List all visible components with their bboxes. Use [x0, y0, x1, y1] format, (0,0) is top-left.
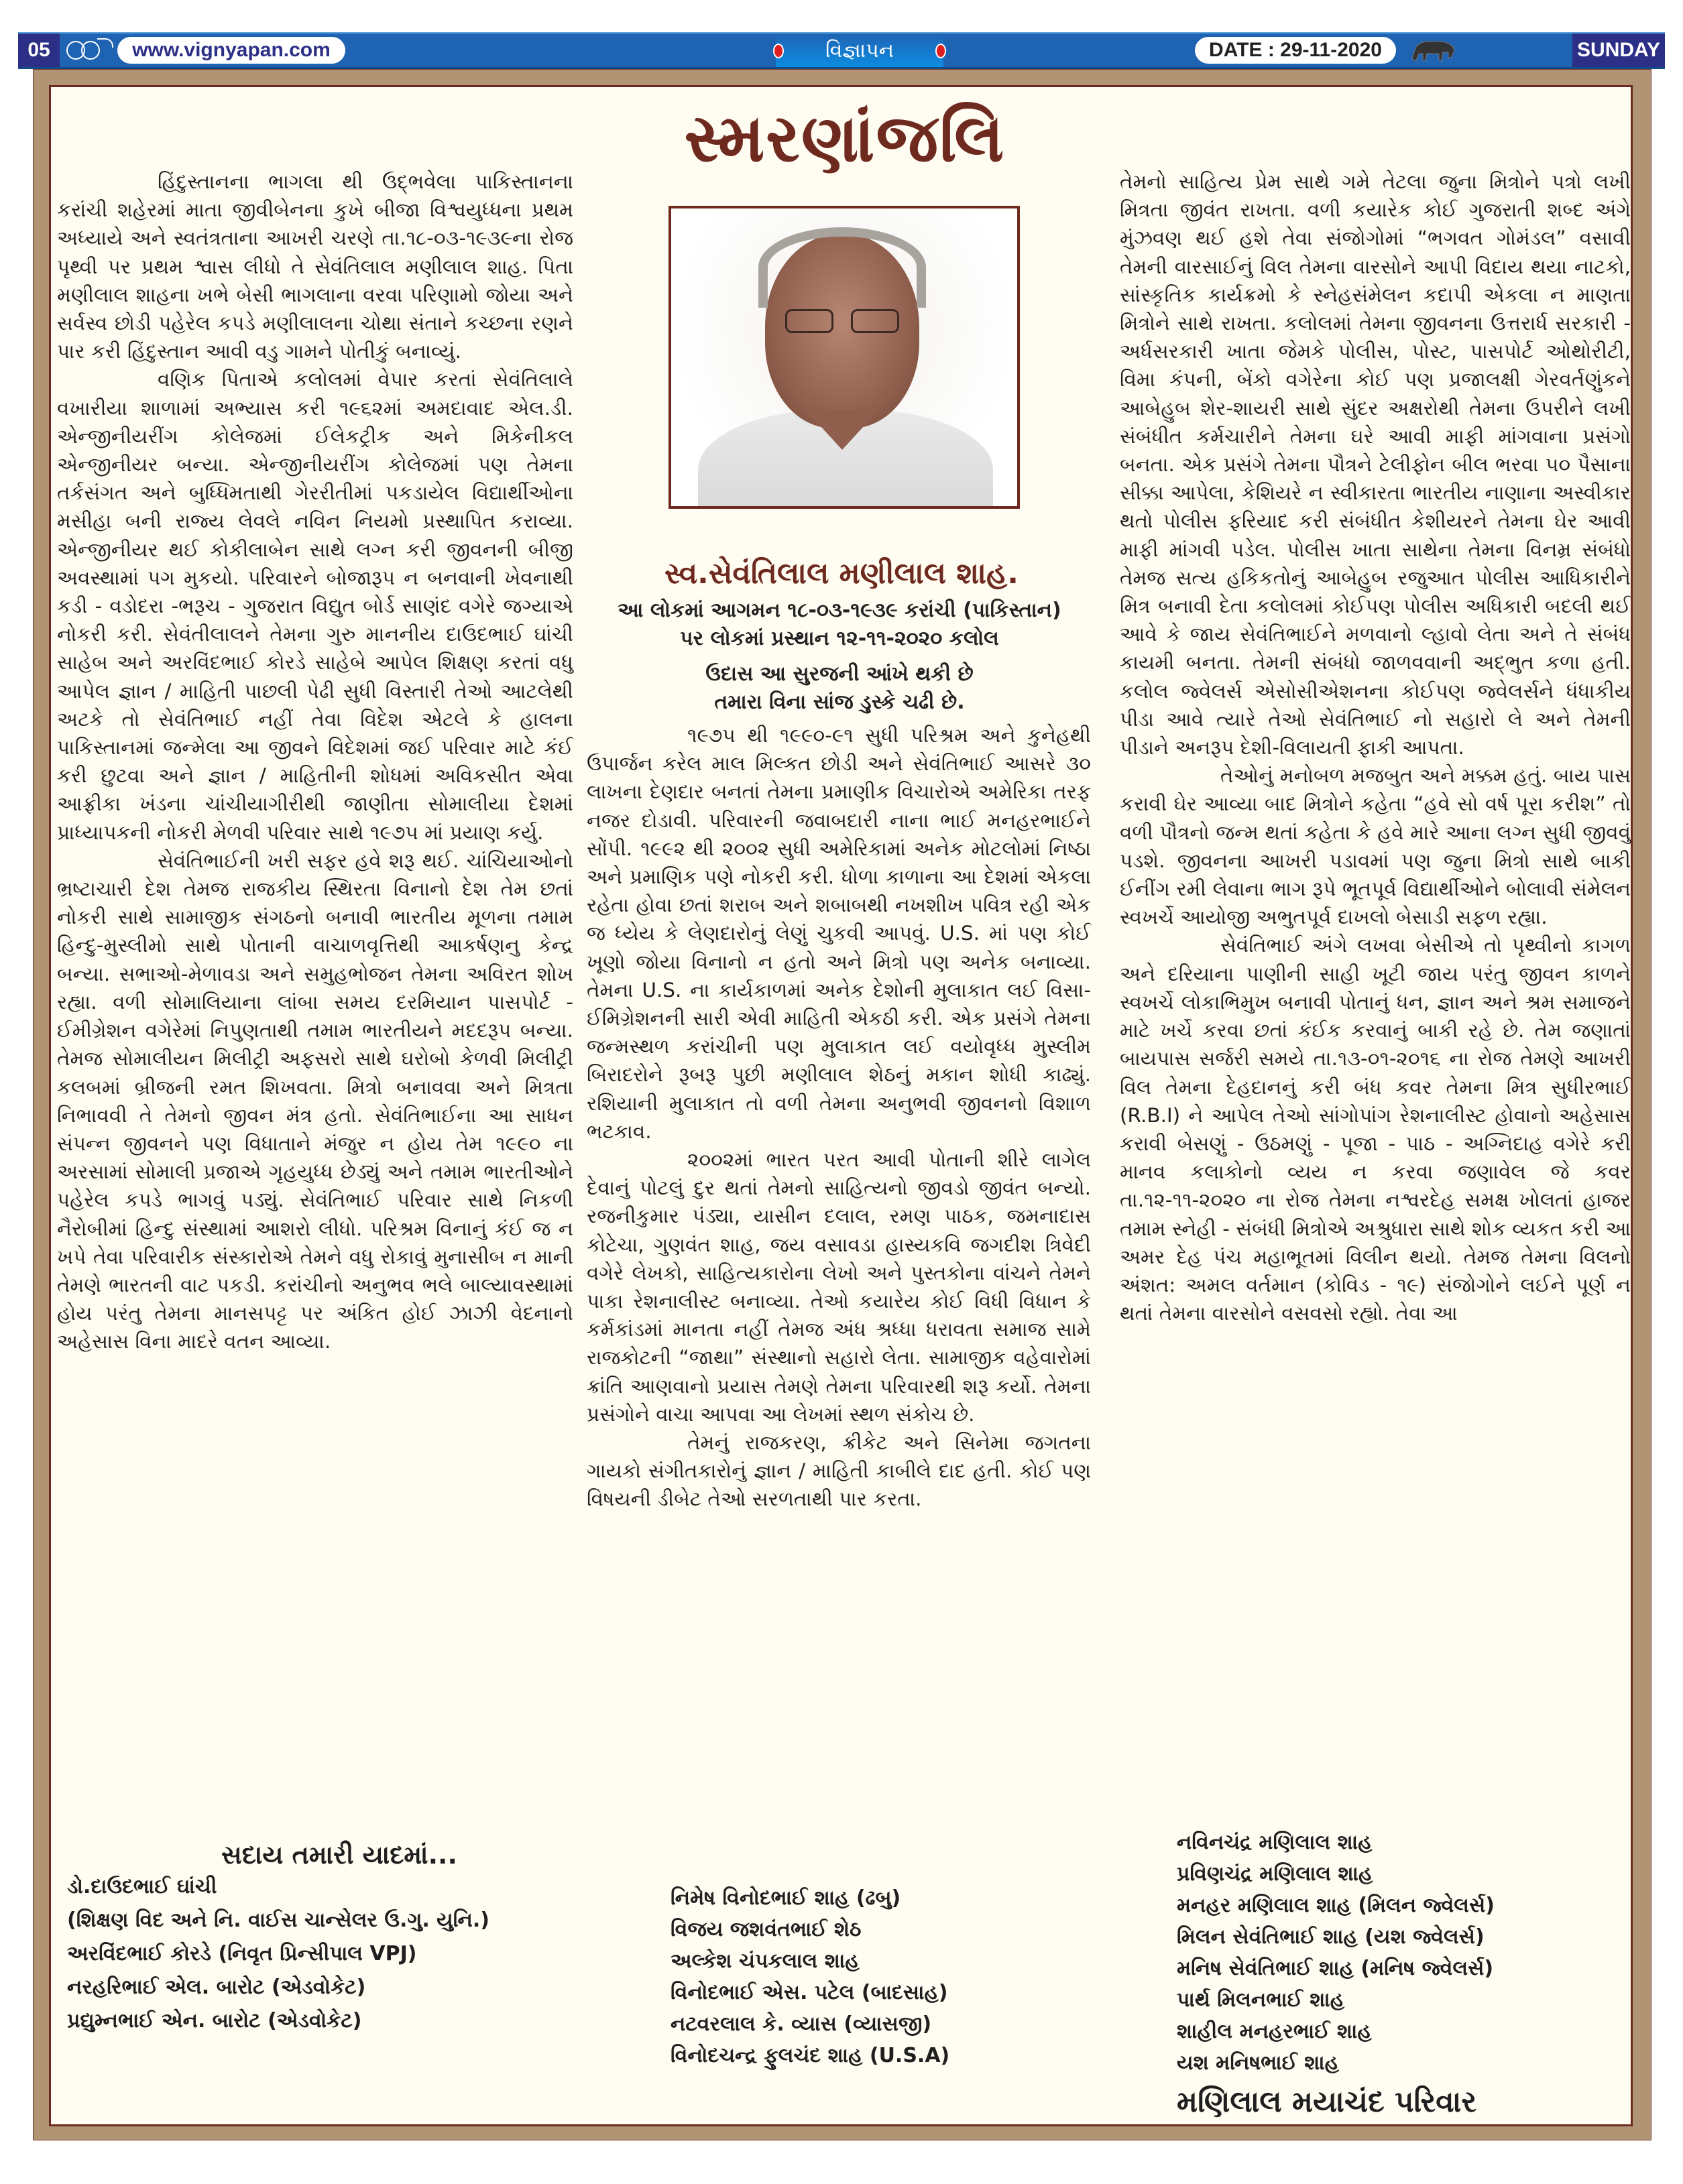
- tribute-name: વિનોદચન્દ્ર ફુલચંદ શાહ (U.S.A): [671, 2044, 950, 2067]
- article-paragraph: તેમનું રાજકરણ, ક્રીકેટ અને સિનેમા જગતના ગાયકો સંગીતકારોનું જ્ઞાન / માહિતી કાબીલે દાદ હતી. કોઈ પણ વિષયની ડીબેટ તેઓ સરળતાથી પાર કરતા.: [587, 1431, 1091, 1511]
- tribute-name: મનિષ સેવંતિભાઈ શાહ (મનિષ જ્વેલર્સ): [1177, 1957, 1494, 1980]
- masthead-band: [18, 32, 1665, 69]
- tribute-list-right: [1177, 1827, 1495, 2079]
- tribute-name: નિમેષ વિનોદભાઈ શાહ (ઢબુ): [671, 1886, 901, 1910]
- tribute-name: નરહરિભાઈ એલ. બારોટ (એડવોકેટ): [67, 1976, 366, 1999]
- remembrance-title: સદાય તમારી યાદમાં...: [221, 1840, 457, 1870]
- tribute-name: મનહર મણિલાલ શાહ (મિલન જ્વેલર્સ): [1177, 1894, 1495, 1917]
- portrait-photo: [669, 206, 1020, 509]
- article-paragraph: સેવંતિભાઈ અંગે લખવા બેસીએ તો પૃથ્વીનો કાગળ અને દરિયાના પાણીની સાહી ખૂટી જાય પરંતુ જીવન કાળને સ્વખર્ચે લોકાભિમુખ બનાવી પોતાનું ધન, જ્ઞાન અને શ્રમ સમાજને માટે ખર્ચે કરવા છતાં કંઈક કરવાનું બાકી રહે છે. તેમ જણાતાં બાયપાસ સર્જરી સમયે તા.૧૩-૦૧-૨૦૧૬ ના રોજ તેમણે આખરી વિલ તેમના દેહદાનનું કરી બંધ કવર તેમના મિત્ર સુધીરભાઈ (R.B.I) ને આપેલ તેઓ સાંગોપાંગ રેશનાલીસ્ટ હોવાનો અહેસાસ કરાવી બેસણું - ઉઠમણું - પૂજા - પાઠ - અગ્નિદાહ વગેરે કરી માનવ કલાકોનો વ્યય ન કરવા જણાવેલ જે કવર તા.૧૨-૧૧-૨૦૨૦ ના રોજ તેમના નશ્વરદેહ સમક્ષ ખોલતાં હાજર તમામ સ્નેહી - સંબંધી મિત્રોએ અશ્રુધારા સાથે શોક વ્યકત કરી આ અમર દેહ પંચ મહાભૂતમાં વિલીન થયો. તેમજ તેમના વિલનો અંશત: અમલ વર્તમાન (કોવિડ - ૧૯) સંજોગોને લઈને પૂર્ણ ન થતાં તેમના વારસોને વસવસો રહ્યો. તેવા આ: [1120, 934, 1631, 1325]
- deceased-name: સ્વ.સેવંતિલાલ મણીલાલ શાહ.: [664, 556, 1019, 591]
- tribute-name: અરવિંદભાઈ કોરડે (નિવૃત પ્રિન્સીપાલ VPJ): [67, 1942, 417, 1965]
- family-signature: મણિલાલ મયાચંદ પરિવાર: [1177, 2085, 1477, 2119]
- tribute-name: યશ મનિષભાઈ શાહ: [1177, 2051, 1339, 2075]
- tribute-name: પાર્થ મિલનભાઈ શાહ: [1177, 1988, 1345, 2012]
- tribute-name: વિજય જશવંતભાઈ શેઠ: [671, 1918, 862, 1941]
- article-paragraph: તેમનો સાહિત્ય પ્રેમ સાથે ગમે તેટલા જુના મિત્રોને પત્રો લખી મિત્રતા જીવંત રાખતા. વળી કયારેક કોઈ ગુજરાતી શબ્દ અંગે મુંઝવણ થઈ હશે તેવા સંજોગોમાં “ભગવત ગોમંડલ” વસાવી તેમની વારસાઈનું વિલ તેમના વારસોને આપી વિદાય થયા નાટકો, સાંસ્કૃતિક કાર્યક્રમો કે સ્નેહસંમેલન કદાપી એકલા ન માણતા મિત્રોને સાથે રાખતા. કલોલમાં તેમના જીવનના ઉત્તરાર્ધ સરકારી - અર્ધસરકારી ખાતા જેમકે પોલીસ, પોસ્ટ, પાસપોર્ટ ઓથોરીટી, વિમા કંપની, બેંકો વગેરેના કોઈ પણ પ્રજાલક્ષી ગેરવર્તણુંકને આબેહુબ શેર-શાયરી સાથે સુંદર અક્ષરોથી તેમના ઉપરીને લખી સંબંધીત કર્મચારીને તેમના ઘરે આવી માફી માંગવાના પ્રસંગો બનતા. એક પ્રસંગે તેમના પૌત્રને ટેલીફોન બીલ ભરવા ૫૦ પૈસાના સીક્કા આપેલા, કેશિયરે ન સ્વીકારતા ભારતીય નાણાના અસ્વીકાર થતો પોલીસ ફરિયાદ કરી સંબંધીત કેશીયરને તેમના ઘેર આવી માફી માંગવી પડેલ. પોલીસ ખાતા સાથેના તેમના વિનમ્ર સંબંધો તેમજ સત્ય હકિકતોનું આબેહુબ રજુઆત પોલીસ આધિકારીને મિત્ર બનાવી દેતા કલોલમાં કોઈપણ પોલીસ અધિકારી બદલી થઈ આવે કે જાય સેવંતિભાઈને મળવાનો લ્હાવો લેતા અને તે સંબંધ કાયમી બનતા. તેમની સંબંધો જાળવવાની અદ્ભુત કળા હતી. કલોલ જ્વેલર્સ એસોસીએશનના કોઈપણ જ્વેલર્સને ધંધાકીય પીડા આવે ત્યારે તેઓ સેવંતિભાઈ નો સહારો લે અને તેમની પીડાને અનરૂપ દેશી-વિલાયતી ફાકી આપતા.: [1120, 170, 1631, 760]
- article-paragraph: ૧૯૭૫ થી ૧૯૯૦-૯૧ સુધી પરિશ્રમ અને કુનેહથી ઉપાર્જન કરેલ માલ મિલ્કત છોડી અને સેવંતિભાઈ આસરે ૩૦ લાખના દેણદાર બનતાં તેમના પ્રમાણીક વિચારોએ અમેરિકા તરફ નજર દોડાવી. પરિવારની જવાબદારી નાના ભાઈ મનહરભાઈને સોંપી. ૧૯૯૨ થી ૨૦૦૨ સુધી અમેરિકામાં અનેક મોટલોમાં નિષ્ઠા અને પ્રમાણિક પણે નોકરી કરી. ધોળા કાળાના આ દેશમાં એકલા રહેતા હોવા છતાં શરાબ અને શબાબથી નખશીખ પવિત્ર રહી એક જ ધ્યેય કે લેણદારોનું લેણું ચુકવી આપવું. U.S. માં પણ કોઈ ખૂણો જોયા વિનાનો ન હતો અને મિત્રો પણ અનેક બનાવ્યા. તેમના U.S. ના કાર્યકાળમાં અનેક દેશોની મુલાકાત લઈ વિસા-ઈમિગ્રેશનની સારી એવી માહિતી એકઠી કરી. એક પ્રસંગે તેમના જન્મસ્થળ કરાંચીની પણ મુલાકાત લઈ વયોવૃધ્ધ મુસ્લીમ બિરાદરોને રૂબરૂ પુછી મણીલાલ શેઠનું મકાન શોધી કાઢ્યું. રશિયાની મુલાકાત તો વળી તેમના અનુભવી જીવનનો વિશાળ ભટકાવ.: [587, 724, 1091, 1143]
- red-dot-icon: [773, 44, 784, 58]
- tribute-name: અલ્કેશ ચંપકલાલ શાહ: [671, 1949, 860, 1973]
- date-badge: DATE : 29-11-2020: [1195, 37, 1396, 64]
- departure-line: પર લોકમાં પ્રસ્થાન ૧૨-૧૧-૨૦૨૦ કલોલ: [680, 627, 999, 650]
- article-column-middle: [587, 721, 1091, 1514]
- tribute-name: મિલન સેવંતિભાઈ શાહ (યશ જ્વેલર્સ): [1177, 1925, 1485, 1949]
- section-title: વિજ્ઞાપન: [825, 38, 894, 62]
- lion-emblem-icon: [1409, 38, 1458, 63]
- website-link[interactable]: www.vignyapan.com: [117, 37, 345, 64]
- article-paragraph: ૨૦૦૨માં ભારત પરત આવી પોતાની શીરે લાગેલ દેવાનું પોટલું દુર થતાં તેમનો સાહિત્યનો જીવડો જીવંત બન્યો. રજનીકુમાર પંડ્યા, યાસીન દલાલ, રમણ પાઠક, જમનાદાસ કોટેચા, ગુણવંત શાહ, જય વસાવડા હાસ્યકવિ જગદીશ ત્રિવેદી વગેરે લેખકો, સાહિત્યકારોના લેખો અને પુસ્તકોના વાંચને તેમને પાકા રેશનાલીસ્ટ બનાવ્યા. તેઓ કયારેય કોઈ વિધી વિધાન કે કર્મકાંડમાં માનતા નહીં તેમજ અંધ શ્રધ્ધા ધરાવતા સમાજ સામે રાજકોટની “જાથા” સંસ્થાનો સહારો લેતા. સામાજીક વહેવારોમાં ક્રાંતિ આણવાનો પ્રયાસ તેમણે તેમના પરિવારથી શરૂ કર્યો. તેમના પ્રસંગોને વાચા આપવા આ લેખમાં સ્થળ સંકોચ છે.: [587, 1148, 1091, 1426]
- tribute-name: પ્રવિણચંદ્ર મણિલાલ શાહ: [1177, 1862, 1373, 1886]
- red-dot-icon: [935, 44, 946, 58]
- tribute-name: પ્રદ્યુમ્નભાઈ એન. બારોટ (એડવોકેટ): [67, 2009, 362, 2033]
- tribute-name: વિનોદભાઈ એસ. પટેલ (બાદસાહ): [671, 1981, 948, 2004]
- couplet-line-1: ઉદાસ આ સુરજની આંખે થકી છે: [705, 662, 974, 686]
- spectacles-logo-icon: [66, 37, 107, 64]
- tribute-name: નટવરલાલ કે. વ્યાસ (વ્યાસજી): [671, 2012, 932, 2036]
- tribute-list-left: [67, 1870, 489, 2038]
- section-label: [776, 34, 943, 67]
- tribute-name: નવિનચંદ્ર મણિલાલ શાહ: [1177, 1831, 1373, 1854]
- article-paragraph: હિંદુસ્તાનના ભાગલા થી ઉદ્ભવેલા પાકિસ્તાનના કરાંચી શહેરમાં માતા જીવીબેનના કુખે બીજા વિશ્વયુધ્ધના પ્રથમ અધ્યાયે અને સ્વતંત્રતાના આખરી ચરણે તા.૧૮-૦૩-૧૯૩૯ના રોજ પૃથ્વી પર પ્રથમ શ્વાસ લીધો તે સેવંતિલાલ મણીલાલ શાહ. પિતા મણીલાલ શાહના ખભે બેસી ભાગલાના વરવા પરિણામો જોયા અને સર્વસ્વ છોડી પહેરેલ કપડે મણીલાલના ચોથા સંતાને કચ્છના રણને પાર કરી હિંદુસ્તાન આવી વડુ ગામને પોતીકું બનાવ્યું.: [57, 170, 573, 363]
- tribute-list-middle: [671, 1882, 949, 2071]
- couplet-line-2: તમારા વિના સાંજ ડુસ્કે ચઢી છે.: [714, 690, 965, 714]
- day-badge: SUNDAY: [1572, 34, 1665, 67]
- article-column-left: [57, 168, 573, 1356]
- article-column-right: [1120, 168, 1631, 1327]
- tribute-name: શાહીલ મનહરભાઈ શાહ: [1177, 2020, 1372, 2043]
- page-title: સ્મરણાંજલિ: [684, 101, 1006, 177]
- article-paragraph: તેઓનું મનોબળ મજબુત અને મક્કમ હતું. બાય પાસ કરાવી ઘેર આવ્યા બાદ મિત્રોને કહેતા “હવે સો વર્ષ પૂરા કરીશ” તો વળી પૌત્રનો જન્મ થતાં કહેતા કે હવે મારે આના લગ્ન સુધી જીવવું પડશે. જીવનના આખરી પડાવમાં પણ જુના મિત્રો સાથે બાકી ઈનીંગ રમી લેવાના ભાગ રૂપે ભૂતપૂર્વ વિદ્યાર્થીઓને બોલાવી સંમેલન સ્વખર્ચે આયોજી અભુતપૂર્વ દાખલો બેસાડી સફળ રહ્યા.: [1120, 764, 1631, 929]
- tribute-name: ડો.દાઉદભાઈ ઘાંચી: [67, 1875, 217, 1898]
- arrival-line: આ લોકમાં આગમન ૧૮-૦૩-૧૯૩૯ કરાંચી (પાકિસ્તાન): [618, 599, 1061, 622]
- article-paragraph: સેવંતિભાઈની ખરી સફર હવે શરૂ થઈ. ચાંચિયાઓનો ભ્રષ્ટાચારી દેશ તેમજ રાજકીય સ્થિરતા વિનાનો દેશ તેમ છતાં નોકરી સાથે સામાજીક સંગઠનો બનાવી ભારતીય મૂળના તમામ હિન્દુ-મુસ્લીમો સાથે પોતાની વાચાળવૃત્તિથી આકર્ષણનુ કેન્દ્ર બન્યા. સભાઓ-મેળાવડા અને સમુહભોજન તેમના અવિરત શોખ રહ્યા. વળી સોમાલિયાના લાંબા સમય દરમિયાન પાસપોર્ટ - ઈમીગ્રેશન વગેરેમાં નિપુણતાથી તમામ ભારતીયને મદદરૂપ બન્યા. તેમજ સોમાલીયન મિલીટ્રી અફસરો સાથે ઘરોબો કેળવી મિલીટ્રી કલબમાં બ્રીજની રમત શિખવતા. મિત્રો બનાવવા અને મિત્રતા નિભાવવી તે તેમનો જીવન મંત્ર હતો. સેવંતિભાઈના આ સાધન સંપન્ન જીવનને પણ વિધાતાને મંજુર ન હોય તેમ ૧૯૯૦ ના અરસામાં સોમાલી પ્રજાએ ગૃહયુધ્ધ છેડ્યું અને તમામ ભારતીઓને પહેરેલ કપડે ભાગવું પડ્યું. સેવંતિભાઈ પરિવાર સાથે નિકળી નૈરોબીમાં હિન્દુ સંસ્થામાં આશરો લીધો. પરિશ્રમ વિનાનું કંઈ જ ન ખપે તેવા પરિવારીક સંસ્કારોએ તેમને વધુ રોકાવું મુનાસીબ ન માની તેમણે ભારતની વાટ પકડી. કરાંચીનો અનુભવ ભલે બાલ્યાવસ્થામાં હોય પરંતુ તેમના માનસપટ્ટ પર અંકિત હોઈ ઝાઝી વેદનાનો અહેસાસ વિના માદરે વતન આવ્યા.: [57, 849, 573, 1353]
- page-number: 05: [18, 34, 60, 67]
- tribute-name: (શિક્ષણ વિદ અને નિ. વાઈસ ચાન્સેલર ઉ.ગુ. યુનિ.): [67, 1908, 489, 1932]
- article-paragraph: વણિક પિતાએ કલોલમાં વેપાર કરતાં સેવંતિલાલે વખારીયા શાળામાં અભ્યાસ કરી ૧૯૬૨માં અમદાવાદ એલ.ડી. એન્જીનીયરીંગ કોલેજમાં ઈલેકટ્રીક અને મિકેનીકલ એન્જીનીયર બન્યા. એન્જીનીયરીંગ કોલેજમાં પણ તેમના તર્કસંગત અને બુધ્ધિમતાથી ગેરરીતીમાં પકડાયેલ વિદ્યાર્થીઓના મસીહા બની રાજ્ય લેવલે નવિન નિયમો પ્રસ્થાપિત કરાવ્યા. એન્જીનીયર થઈ કોકીલાબેન સાથે લગ્ન કરી જીવનની બીજી અવસ્થામાં પગ મુકયો. પરિવારને બોજારૂપ ન બનવાની ખેવનાથી કડી - વડોદરા -ભરૂચ - ગુજરાત વિદ્યુત બોર્ડ સાણંદ વગેરે જગ્યાએ નોકરી કરી. સેવંતીલાલને તેમના ગુરુ માનનીય દાઉદભાઈ ઘાંચી સાહેબ અને અરવિંદભાઈ કોરડે સાહેબે આપેલ શિક્ષણ કરતાં વધુ આપેલ જ્ઞાન / માહિતી પાછલી પેઢી સુધી વિસ્તારી તેઓ આટલેથી અટકે તો સેવંતિભાઈ નહીં તેવા વિદેશ એટલે કે હાલના પાકિસ્તાનમાં જન્મેલા આ જીવને વિદેશમાં જઈ પરિવાર માટે કંઈ કરી છુટવા અને જ્ઞાન / માહિતીની શોધમાં અવિકસીત એવા આફ્રીકા ખંડના ચાંચીયાગીરીથી જાણીતા સોમાલીયા દેશમાં પ્રાધ્યાપકની નોકરી મેળવી પરિવાર સાથે ૧૯૭૫ માં પ્રયાણ કર્યુ.: [57, 368, 573, 844]
